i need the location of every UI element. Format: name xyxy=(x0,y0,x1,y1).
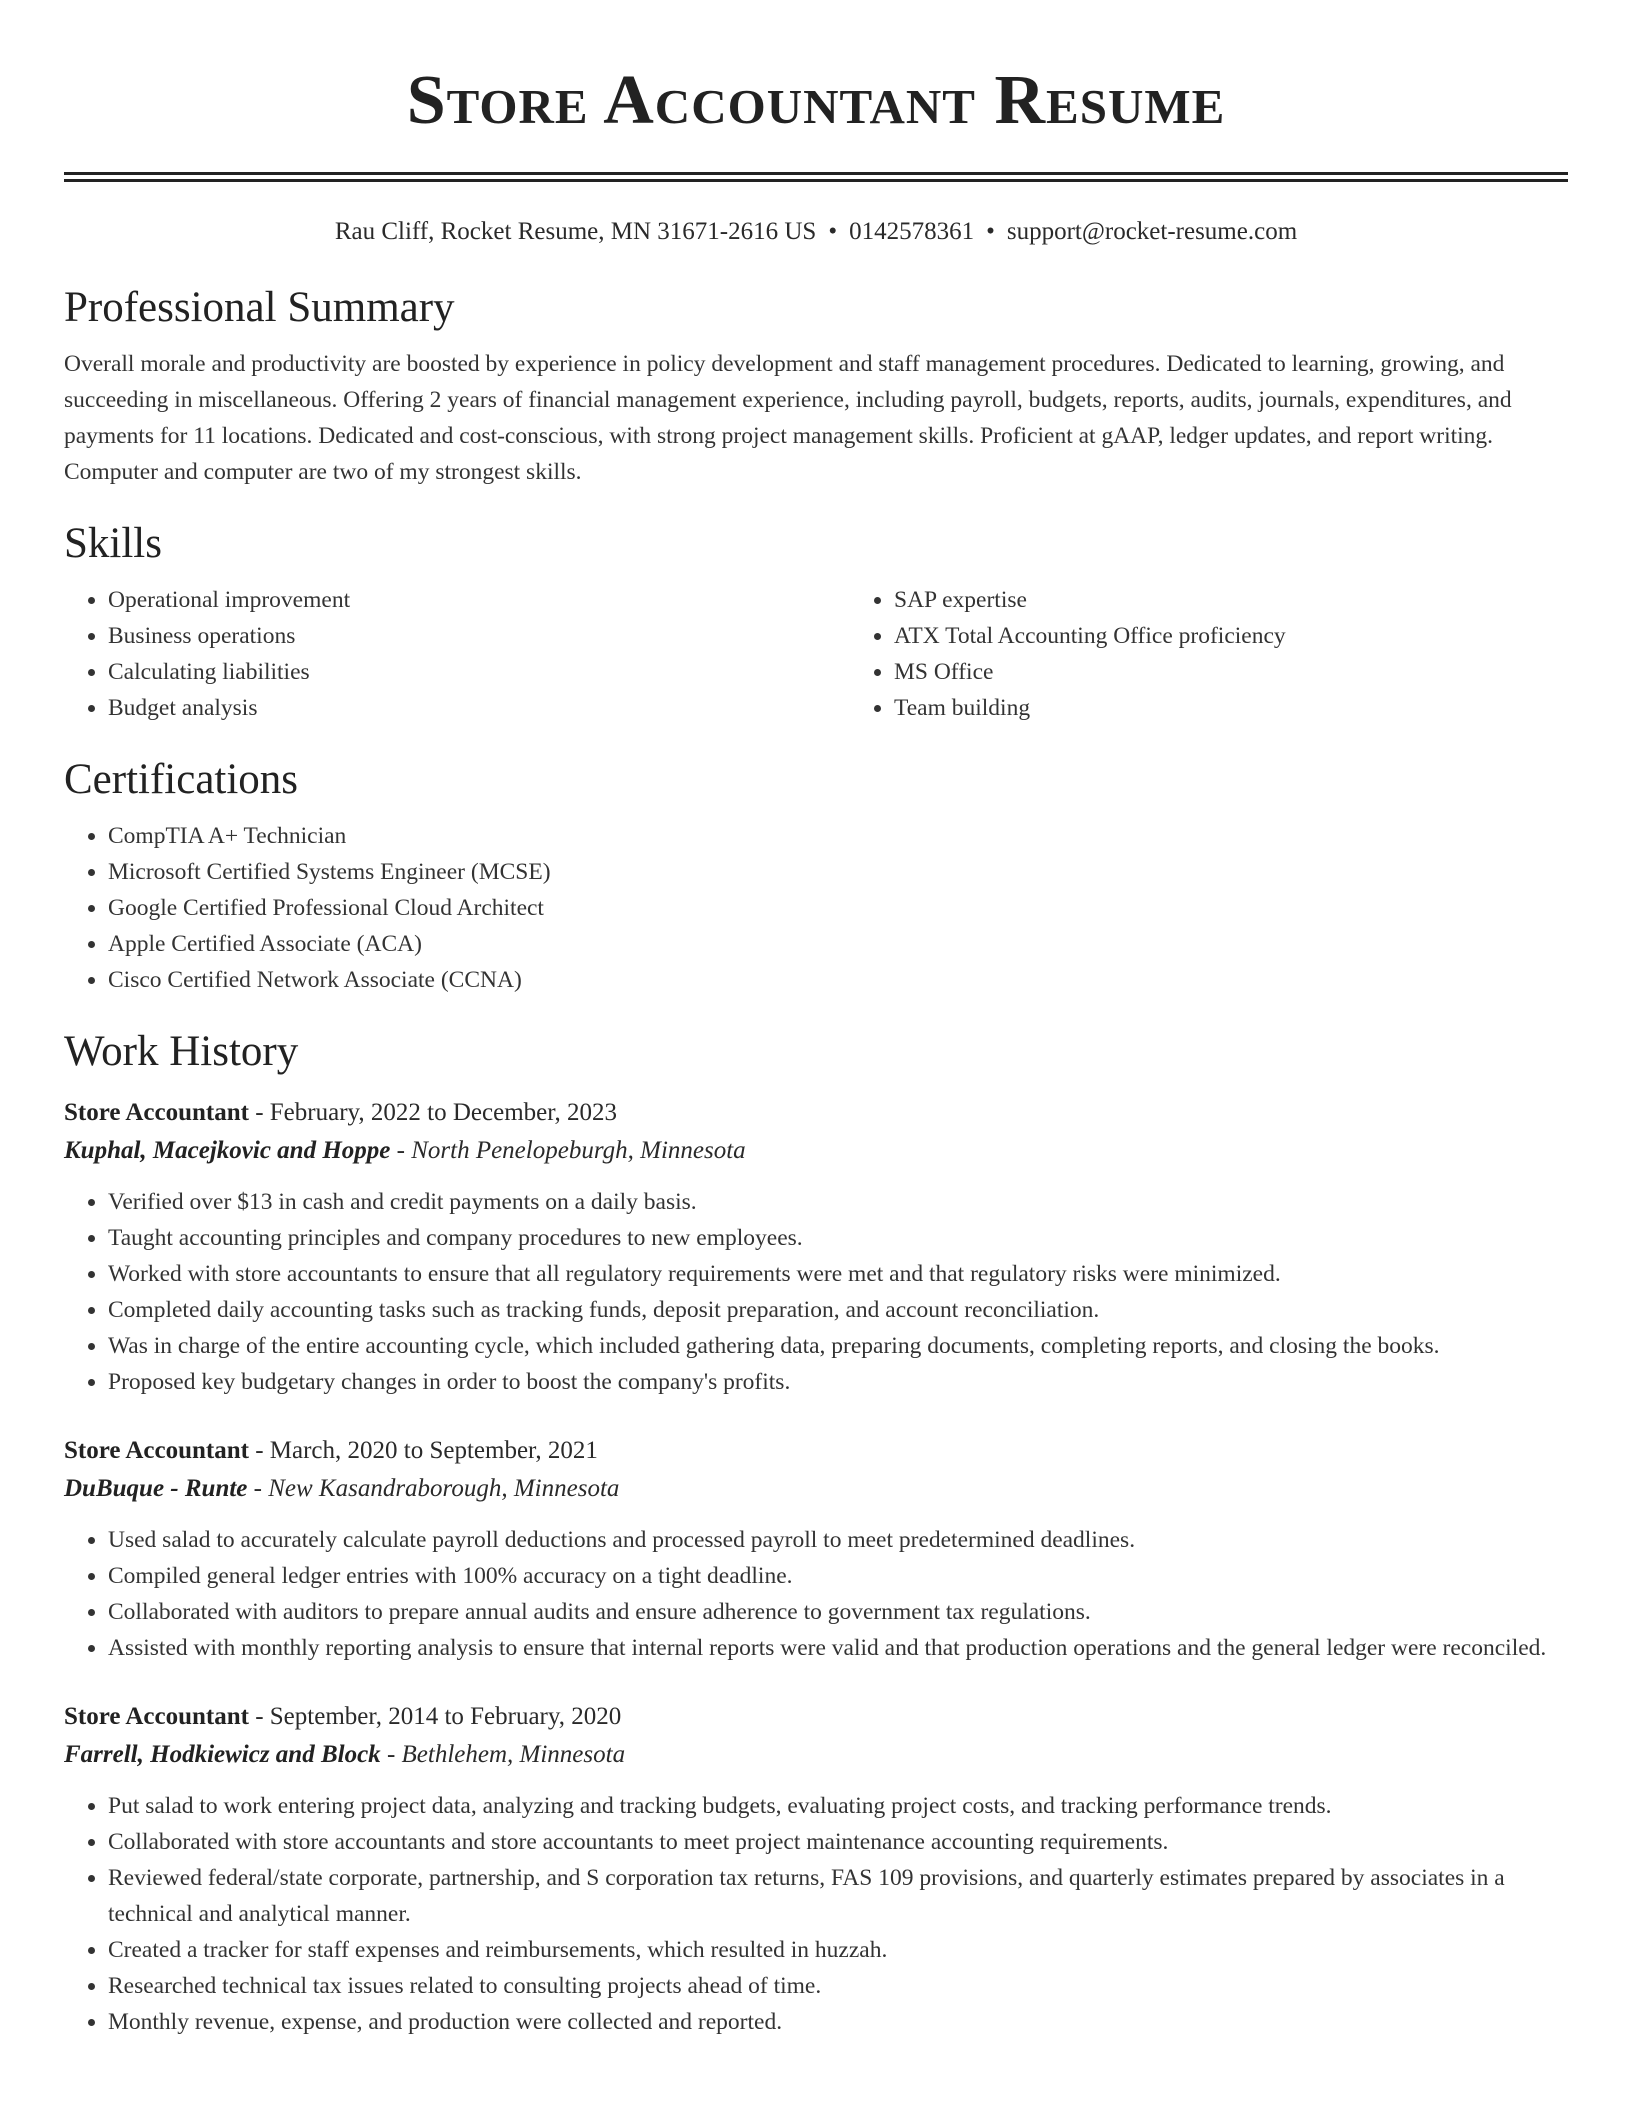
certification-item: • Google Certified Professional Cloud Architect xyxy=(108,890,1568,926)
job-bullet: • Verified over $13 in cash and credit payments on a daily basis. xyxy=(108,1184,1568,1220)
job-bullet: • Was in charge of the entire accounting cycle, which included gathering data, preparing documents, completing reports, and closing the books. xyxy=(108,1328,1568,1364)
job-bullet: • Created a tracker for staff expenses and reimbursements, which resulted in huzzah. xyxy=(108,1932,1568,1968)
job-company-line: Kuphal, Macejkovic and Hoppe - North Penelopeburgh, Minnesota xyxy=(64,1137,746,1164)
job-bullets xyxy=(64,1788,1568,2040)
job-location: Bethlehem, Minnesota xyxy=(401,1741,626,1768)
job-role: Store Accountant xyxy=(64,1099,249,1126)
job-role: Store Accountant xyxy=(64,1437,249,1464)
job-bullet: • Completed daily accounting tasks such as tracking funds, deposit preparation, and account reconciliation. xyxy=(108,1292,1568,1328)
certifications-list xyxy=(64,818,1568,998)
certification-item: • Microsoft Certified Systems Engineer (MCSE) xyxy=(108,854,1568,890)
job-bullets xyxy=(64,1184,1568,1400)
job-bullet: • Researched technical tax issues related to consulting projects ahead of time. xyxy=(108,1968,1568,2004)
contact-separator: • xyxy=(986,218,995,245)
contact-phone: 0142578361 xyxy=(849,218,975,245)
job-company-line: DuBuque - Runte - New Kasandraborough, Minnesota xyxy=(64,1475,620,1502)
job-role: Store Accountant xyxy=(64,1703,249,1730)
job-location: New Kasandraborough, Minnesota xyxy=(268,1475,620,1502)
certification-item: • CompTIA A+ Technician xyxy=(108,818,1568,854)
job-entry xyxy=(64,1432,1568,1666)
contact-separator: • xyxy=(828,218,838,245)
job-company-line: Farrell, Hodkiewicz and Block - Bethlehem, Minnesota xyxy=(64,1741,626,1768)
job-bullet: • Put salad to work entering project data, analyzing and tracking budgets, evaluating project costs, and tracking performance trends. xyxy=(108,1788,1568,1824)
skill-item: • SAP expertise xyxy=(894,582,1286,618)
job-bullet: • Collaborated with auditors to prepare annual audits and ensure adherence to government tax regulations. xyxy=(108,1594,1568,1630)
job-title-line: Store Accountant - February, 2022 to December, 2023 xyxy=(64,1099,618,1126)
skill-item: • Team building xyxy=(894,690,1286,726)
job-location: North Penelopeburgh, Minnesota xyxy=(411,1137,746,1164)
contact-line xyxy=(64,216,1568,248)
skills-heading: Skills xyxy=(64,520,162,567)
skill-item: • Budget analysis xyxy=(108,690,850,726)
skills-column-right xyxy=(850,582,1286,726)
job-bullet: • Monthly revenue, expense, and production were collected and reported. xyxy=(108,2004,1568,2040)
page-title: Store Accountant Resume xyxy=(406,62,1226,139)
job-title-line: Store Accountant - March, 2020 to September, 2021 xyxy=(64,1437,598,1464)
job-dates: March, 2020 to September, 2021 xyxy=(269,1437,598,1464)
contact-address: Rau Cliff, Rocket Resume, MN 31671-2616 US xyxy=(334,218,817,245)
skills-column-left xyxy=(64,582,850,726)
job-company: Kuphal, Macejkovic and Hoppe xyxy=(64,1137,391,1164)
skills-list xyxy=(64,582,1568,726)
title-divider xyxy=(64,172,1568,182)
certification-item: • Apple Certified Associate (ACA) xyxy=(108,926,1568,962)
certifications-heading: Certifications xyxy=(64,756,299,803)
job-bullet: • Reviewed federal/state corporate, partnership, and S corporation tax returns, FAS 109 provisions, and quarterly estimates prepared by associates in a technical and analytical manner. xyxy=(108,1860,1568,1932)
work-history-heading: Work History xyxy=(64,1028,299,1075)
skill-item: • ATX Total Accounting Office proficiency xyxy=(894,618,1286,654)
summary-heading: Professional Summary xyxy=(64,284,455,331)
job-bullet: • Collaborated with store accountants and store accountants to meet project maintenance accounting requirements. xyxy=(108,1824,1568,1860)
job-entry xyxy=(64,1698,1568,2040)
certification-item: • Cisco Certified Network Associate (CCNA) xyxy=(108,962,1568,998)
job-dates: September, 2014 to February, 2020 xyxy=(269,1703,622,1730)
contact-email: support@rocket-resume.com xyxy=(1006,218,1298,245)
job-bullets xyxy=(64,1522,1568,1666)
skill-item: • Calculating liabilities xyxy=(108,654,850,690)
job-company: DuBuque - Runte xyxy=(64,1475,248,1502)
job-bullet: • Worked with store accountants to ensure that all regulatory requirements were met and that regulatory risks were minimized. xyxy=(108,1256,1568,1292)
job-bullet: • Compiled general ledger entries with 100% accuracy on a tight deadline. xyxy=(108,1558,1568,1594)
job-bullet: • Taught accounting principles and company procedures to new employees. xyxy=(108,1220,1568,1256)
job-bullet: • Assisted with monthly reporting analysis to ensure that internal reports were valid and that production operations and the general ledger were reconciled. xyxy=(108,1630,1568,1666)
skill-item: • MS Office xyxy=(894,654,1286,690)
job-entry xyxy=(64,1094,1568,1400)
skill-item: • Operational improvement xyxy=(108,582,850,618)
job-dates: February, 2022 to December, 2023 xyxy=(269,1099,618,1126)
job-bullet: • Used salad to accurately calculate payroll deductions and processed payroll to meet predetermined deadlines. xyxy=(108,1522,1568,1558)
skill-item: • Business operations xyxy=(108,618,850,654)
job-title-line: Store Accountant - September, 2014 to February, 2020 xyxy=(64,1703,622,1730)
job-bullet: • Proposed key budgetary changes in order to boost the company's profits. xyxy=(108,1364,1568,1400)
job-company: Farrell, Hodkiewicz and Block xyxy=(64,1741,381,1768)
summary-text: Overall morale and productivity are boosted by experience in policy development and staff management procedures. Dedicated to learning, growing, and succeeding in miscellaneous. Offering 2 years of financial management experience, including payroll, budgets, reports, audits, journals, expenditures, and payments for 11 locations. Dedicated and cost-conscious, with strong project management skills. Proficient at gAAP, ledger updates, and report writing. Computer and computer are two of my strongest skills. xyxy=(64,351,1512,485)
